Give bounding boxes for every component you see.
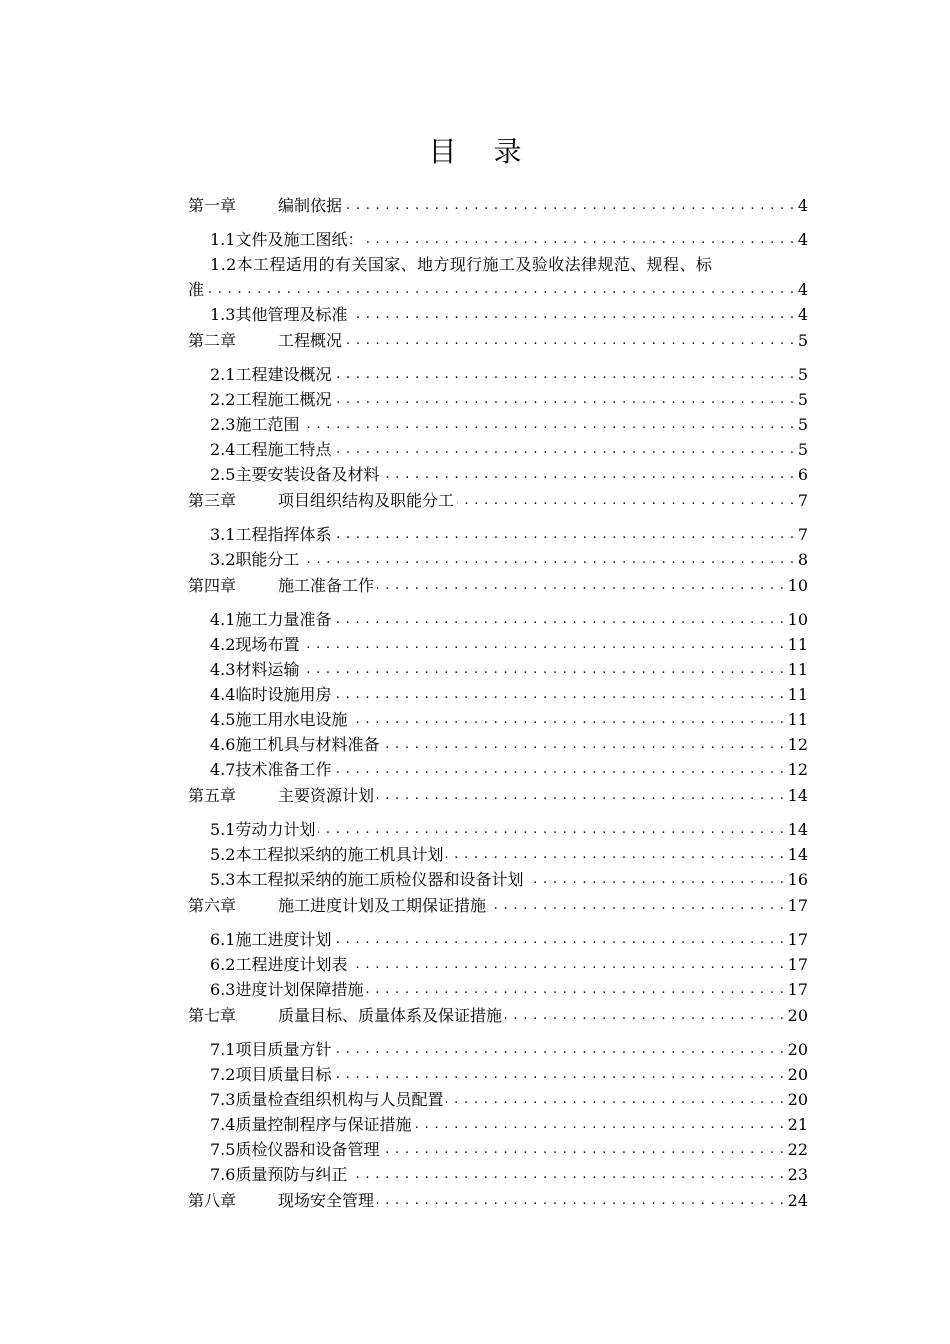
page-number: 20 — [787, 1006, 808, 1025]
chapter-label: 第六章 — [188, 896, 237, 915]
section-title: 施工机具与材料准备 — [235, 735, 380, 754]
dot-leader — [334, 1065, 784, 1085]
page-number: 11 — [787, 635, 808, 654]
page-number: 4 — [797, 280, 808, 299]
page-number: 7 — [797, 491, 808, 510]
section-number: 7.4 — [210, 1115, 236, 1134]
section-title: 质量检查组织机构与人员配置 — [235, 1090, 444, 1109]
dot-leader — [334, 390, 794, 410]
toc-section-entry[interactable] — [188, 1110, 808, 1135]
section-title: 职能分工 — [235, 550, 300, 569]
page-number: 23 — [787, 1165, 808, 1184]
dot-leader — [334, 760, 784, 780]
dot-leader — [302, 635, 784, 655]
dot-leader — [334, 1040, 784, 1060]
page-number: 17 — [787, 980, 808, 999]
dot-leader — [350, 1165, 784, 1185]
page-number: 20 — [787, 1065, 808, 1084]
dot-leader — [366, 980, 784, 1000]
section-number: 7.5 — [210, 1140, 236, 1159]
section-number: 1.1 — [210, 230, 236, 249]
section-number: 4.7 — [210, 760, 236, 779]
page-number: 16 — [787, 870, 808, 889]
chapter-title: 主要资源计划 — [278, 786, 375, 805]
section-title: 质检仪器和设备管理 — [235, 1140, 380, 1159]
section-number: 2.2 — [210, 390, 236, 409]
toc-section-entry[interactable] — [188, 385, 808, 410]
toc-section-entry[interactable] — [188, 705, 808, 730]
page-number: 6 — [797, 465, 808, 484]
page-number: 5 — [797, 440, 808, 459]
section-number: 7.6 — [210, 1165, 236, 1184]
toc-section-entry[interactable] — [188, 865, 808, 890]
section-title: 本工程拟采纳的施工机具计划 — [235, 845, 444, 864]
section-number: 5.1 — [210, 820, 236, 839]
chapter-label: 第五章 — [188, 786, 237, 805]
chapter-label: 第三章 — [188, 491, 237, 510]
dot-leader — [489, 896, 785, 916]
page-number: 10 — [787, 610, 808, 629]
page-number: 14 — [787, 845, 808, 864]
toc-section-entry[interactable] — [188, 755, 808, 780]
section-number: 4.4 — [210, 685, 236, 704]
dot-leader — [345, 196, 795, 216]
toc-chapter-entry[interactable] — [188, 570, 808, 596]
chapter-title: 施工进度计划及工期保证措施 — [278, 896, 487, 915]
section-number: 6.2 — [210, 955, 236, 974]
section-title: 进度计划保障措施 — [235, 980, 364, 999]
toc-section-entry[interactable] — [188, 545, 808, 570]
toc-chapter-entry[interactable] — [188, 190, 808, 216]
dot-leader — [334, 440, 794, 460]
dot-leader — [366, 230, 794, 250]
toc-section-entry[interactable] — [188, 925, 808, 950]
section-number: 1.3 — [210, 305, 236, 324]
page-number: 5 — [797, 331, 808, 350]
section-number: 7.1 — [210, 1040, 236, 1059]
page-number: 5 — [797, 415, 808, 434]
page-number: 11 — [787, 685, 808, 704]
dot-leader — [377, 576, 785, 596]
page-number: 20 — [787, 1090, 808, 1109]
section-title: 工程指挥体系 — [235, 525, 332, 544]
toc-section-entry[interactable] — [188, 460, 808, 485]
dot-leader — [382, 1140, 784, 1160]
page-number: 12 — [787, 735, 808, 754]
page-number: 14 — [787, 786, 808, 805]
chapter-label: 第七章 — [188, 1006, 237, 1025]
page-number: 4 — [797, 196, 808, 215]
section-number: 4.5 — [210, 710, 236, 729]
toc-section-entry[interactable] — [188, 1160, 808, 1185]
chapter-title: 编制依据 — [278, 196, 343, 215]
dot-leader — [505, 1006, 785, 1026]
section-number: 2.4 — [210, 440, 236, 459]
table-of-contents — [188, 190, 808, 1220]
toc-section-entry[interactable] — [188, 360, 808, 385]
section-title: 项目质量方针 — [235, 1040, 332, 1059]
section-title: 工程进度计划表 — [235, 955, 348, 974]
section-number: 3.2 — [210, 550, 236, 569]
toc-section-entry[interactable] — [188, 1085, 808, 1110]
section-title: 本工程适用的有关国家、地方现行施工及验收法律规范、规程、标 — [236, 255, 713, 274]
toc-section-entry[interactable] — [188, 630, 808, 655]
section-title: 本工程拟采纳的施工质检仪器和设备计划 — [235, 870, 524, 889]
section-number: 4.1 — [210, 610, 236, 629]
page-number: 11 — [787, 660, 808, 679]
page-number: 20 — [787, 1040, 808, 1059]
toc-chapter-entry[interactable] — [188, 780, 808, 806]
toc-section-entry[interactable] — [188, 680, 808, 705]
section-title: 文件及施工图纸： — [235, 230, 364, 249]
dot-leader — [345, 331, 795, 351]
section-title: 劳动力计划 — [235, 820, 316, 839]
section-number: 4.6 — [210, 735, 236, 754]
page-number: 11 — [787, 710, 808, 729]
section-title: 施工范围 — [235, 415, 300, 434]
dot-leader — [446, 1090, 784, 1110]
dot-leader — [350, 955, 784, 975]
section-number: 3.1 — [210, 525, 236, 544]
page-number: 4 — [797, 305, 808, 324]
page-number: 4 — [797, 230, 808, 249]
dot-leader — [334, 685, 784, 705]
section-number: 4.2 — [210, 635, 236, 654]
toc-section-entry[interactable] — [188, 225, 808, 250]
dot-leader — [446, 845, 784, 865]
toc-section-entry[interactable] — [188, 1135, 808, 1160]
section-number: 7.3 — [210, 1090, 236, 1109]
chapter-title: 质量目标、质量体系及保证措施 — [278, 1006, 503, 1025]
dot-leader — [302, 660, 784, 680]
dot-leader — [350, 710, 784, 730]
page-number: 7 — [797, 525, 808, 544]
toc-section-entry[interactable] — [188, 950, 808, 975]
chapter-title: 现场安全管理 — [278, 1191, 375, 1210]
toc-title: 目 录 — [428, 135, 536, 168]
section-title: 工程施工概况 — [235, 390, 332, 409]
toc-section-entry[interactable] — [188, 730, 808, 755]
section-number: 2.5 — [210, 465, 236, 484]
page-number: 21 — [787, 1115, 808, 1134]
dot-leader — [207, 280, 795, 300]
section-number: 2.3 — [210, 415, 236, 434]
section-title: 质量控制程序与保证措施 — [235, 1115, 412, 1134]
page-number: 8 — [797, 550, 808, 569]
section-title: 临时设施用房 — [235, 685, 332, 704]
toc-section-entry[interactable] — [188, 520, 808, 545]
dot-leader — [302, 415, 794, 435]
toc-chapter-entry[interactable] — [188, 485, 808, 511]
section-number: 5.3 — [210, 870, 236, 889]
dot-leader — [334, 610, 784, 630]
section-title: 工程建设概况 — [235, 365, 332, 384]
dot-leader — [377, 1191, 785, 1211]
section-number: 5.2 — [210, 845, 236, 864]
toc-section-entry[interactable] — [188, 410, 808, 435]
section-number: 6.1 — [210, 930, 236, 949]
dot-leader — [377, 786, 785, 806]
dot-leader — [334, 365, 794, 385]
toc-section-entry[interactable] — [188, 655, 808, 680]
page-number: 22 — [787, 1140, 808, 1159]
section-title: 主要安装设备及材料 — [235, 465, 380, 484]
page-number: 10 — [787, 576, 808, 595]
toc-section-entry[interactable] — [188, 435, 808, 460]
page-number: 24 — [787, 1191, 808, 1210]
section-title: 质量预防与纠正 — [235, 1165, 348, 1184]
toc-chapter-entry[interactable] — [188, 325, 808, 351]
page-number: 5 — [797, 365, 808, 384]
page-number: 5 — [797, 390, 808, 409]
section-number: 4.3 — [210, 660, 236, 679]
section-number: 1.2 — [210, 255, 237, 274]
chapter-title: 项目组织结构及职能分工 — [278, 491, 455, 510]
toc-section-entry[interactable] — [188, 250, 808, 275]
section-number: 2.1 — [210, 365, 236, 384]
page-number: 17 — [787, 955, 808, 974]
toc-section-entry[interactable] — [188, 1060, 808, 1085]
toc-chapter-entry[interactable] — [188, 1185, 808, 1211]
section-number: 6.3 — [210, 980, 236, 999]
dot-leader — [302, 550, 794, 570]
section-title: 工程施工特点 — [235, 440, 332, 459]
chapter-title: 工程概况 — [278, 331, 343, 350]
toc-section-entry[interactable] — [188, 605, 808, 630]
dot-leader — [318, 820, 784, 840]
section-title-continued: 准 — [188, 280, 205, 299]
chapter-label: 第一章 — [188, 196, 237, 215]
section-title: 施工进度计划 — [235, 930, 332, 949]
toc-section-entry[interactable] — [188, 300, 808, 325]
dot-leader — [334, 930, 784, 950]
dot-leader — [382, 735, 784, 755]
toc-chapter-entry[interactable] — [188, 1000, 808, 1026]
dot-leader — [350, 305, 794, 325]
page-number: 17 — [787, 896, 808, 915]
chapter-title: 施工准备工作 — [278, 576, 375, 595]
dot-leader — [414, 1115, 784, 1135]
page-number: 12 — [787, 760, 808, 779]
section-title: 项目质量目标 — [235, 1065, 332, 1084]
section-title: 施工力量准备 — [235, 610, 332, 629]
toc-section-entry[interactable] — [188, 815, 808, 840]
toc-chapter-entry[interactable] — [188, 890, 808, 916]
dot-leader — [334, 525, 794, 545]
chapter-label: 第八章 — [188, 1191, 237, 1210]
toc-section-entry-continued[interactable] — [188, 275, 808, 300]
chapter-label: 第四章 — [188, 576, 237, 595]
toc-section-entry[interactable] — [188, 1035, 808, 1060]
dot-leader — [382, 465, 794, 485]
toc-section-entry[interactable] — [188, 840, 808, 865]
toc-section-entry[interactable] — [188, 975, 808, 1000]
section-title: 其他管理及标准 — [235, 305, 348, 324]
section-title: 现场布置 — [235, 635, 300, 654]
dot-leader — [457, 491, 795, 511]
dot-leader — [526, 870, 784, 890]
section-title: 材料运输 — [235, 660, 300, 679]
section-title: 施工用水电设施 — [235, 710, 348, 729]
section-number: 7.2 — [210, 1065, 236, 1084]
page-number: 17 — [787, 930, 808, 949]
page-number: 14 — [787, 820, 808, 839]
chapter-label: 第二章 — [188, 331, 237, 350]
section-title: 技术准备工作 — [235, 760, 332, 779]
